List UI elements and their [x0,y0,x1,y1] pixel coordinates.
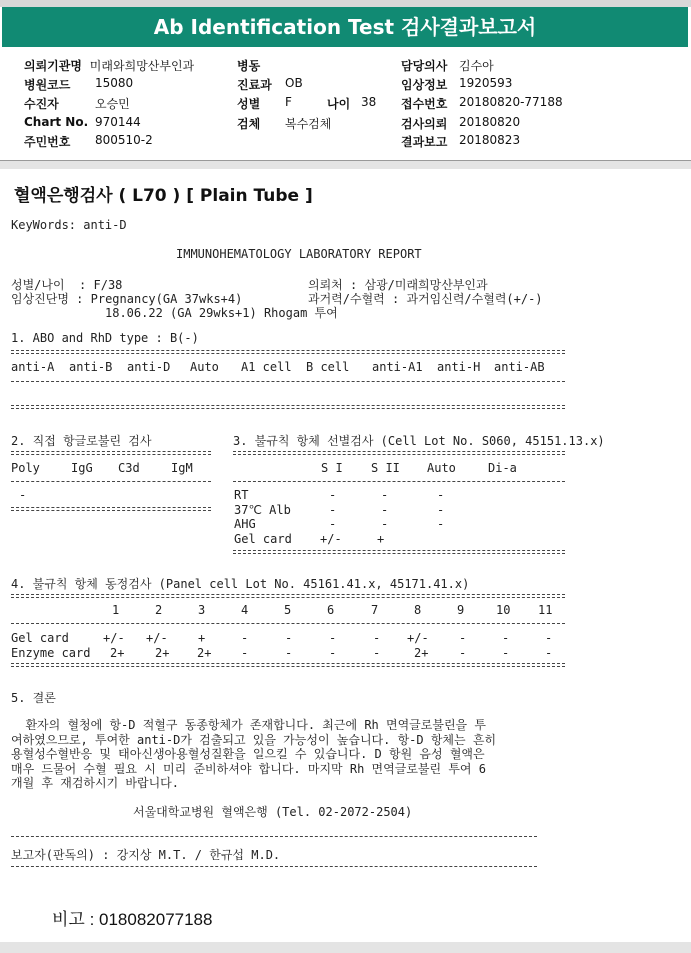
sec4-cell: - [329,631,337,645]
sec3-row-label: RT [234,488,249,502]
field-department [237,76,303,93]
sec4-cell: - [459,646,467,660]
sec3-col: Di-a [488,461,517,475]
field-value: 15080 [95,76,134,90]
sec3-bottom-rule [233,550,565,554]
sec1-mid-rule [11,381,565,382]
sec4-col: 10 [496,603,511,617]
sec3-cell: +/- [320,532,342,546]
sec4-col: 4 [241,603,249,617]
field-chart-no [24,115,141,129]
field-label: 주민번호 [24,135,71,149]
field-value: 미래와희망산부인과 [89,59,195,73]
sec3-cell: - [329,488,337,502]
sec4-cell: - [285,631,293,645]
window-top-border [0,0,691,7]
sec1-col: anti-B [69,360,113,374]
sec2-col: C3d [118,461,140,475]
field-label: 성별 [237,97,261,111]
field-value: 오승민 [95,97,130,111]
sec4-cell: - [459,631,467,645]
sec4-cell: +/- [407,631,429,645]
sec3-title: 3. 불규칙 항체 선별검사 (Cell Lot No. S060, 45151.13.x) [233,434,605,448]
sec3-row-label: AHG [234,517,256,531]
field-label: 임상정보 [401,78,448,92]
field-hospital-code [24,76,134,93]
sec4-mid-rule [11,623,565,624]
sec4-cell: - [502,646,510,660]
field-label: 접수번호 [401,97,448,111]
sec4-col: 11 [538,603,553,617]
sec4-col: 9 [457,603,465,617]
sec2-col: Poly [11,461,40,475]
diagnosis-detail: 18.06.22 (GA 29wks+1) Rhogam 투여 [105,306,338,320]
sec1-col: anti-A1 [372,360,423,374]
field-label: Chart No. [24,115,89,129]
field-label: 담당의사 [401,59,448,73]
keywords: KeyWords: anti-D [11,218,127,232]
sec4-cell: - [241,646,249,660]
field-specimen [237,115,332,132]
sec3-col: S I [321,461,343,475]
sec2-col: IgG [71,461,93,475]
field-value: 복수검체 [285,117,332,131]
conclusion-line: 여하였으므로, 투여한 anti-D가 검출되고 있을 가능성이 높습니다. 항-D 항체는 흔히 [11,733,497,747]
bottom-band [0,942,691,953]
remark: 비고 : 018082077188 [52,910,213,929]
sec1-bottom-rule [11,405,565,409]
sec4-col: 7 [371,603,379,617]
field-request-date [401,115,521,132]
field-institution [24,57,194,74]
test-subtitle: 혈액은행검사 ( L70 ) [ Plain Tube ] [14,186,313,206]
sec2-mid-rule [11,481,211,482]
field-label: 병동 [237,59,261,73]
field-value: F [285,95,292,109]
sec3-cell: - [381,503,389,517]
field-recipient [24,95,130,112]
sec3-row-label: Gel card [234,532,292,546]
field-ward [237,57,260,74]
sec3-cell: - [437,488,445,502]
section-gap [0,161,691,169]
sec4-cell: - [329,646,337,660]
field-doctor [401,57,494,74]
sec1-col: anti-D [127,360,171,374]
conclusion-line: 환자의 혈청에 항-D 적혈구 동종항체가 존재합니다. 최근에 Rh 면역글로불린을 투 [11,718,486,732]
referrer: 의뢰처 : 삼광/미래희망산부인과 [308,278,488,292]
signature-top-rule [11,836,537,837]
field-label: 검체 [237,117,261,131]
sec4-title: 4. 불규칙 항체 동정검사 (Panel cell Lot No. 45161.41.x, 45171.41.x) [11,577,470,591]
field-receipt-no [401,95,563,112]
field-value: 1920593 [459,76,513,90]
sec3-col: Auto [427,461,456,475]
sec1-col: A1 cell [241,360,292,374]
sec1-title: 1. ABO and RhD type : B(-) [11,331,199,345]
sec3-row-label: 37℃ Alb [234,503,291,517]
sec4-row-label: Gel card [11,631,69,645]
sec4-cell: 2+ [197,646,212,660]
field-sex [237,95,292,112]
sec4-cell: - [502,631,510,645]
sex-age: 성별/나이 : F/38 [11,278,123,292]
field-label: 검사의뢰 [401,117,448,131]
sec3-cell: - [329,517,337,531]
field-value: 김수아 [459,59,494,73]
report-title-bar: Ab Identification Test 검사결과보고서 [2,7,688,47]
field-value: 800510-2 [95,133,153,147]
field-value: 20180823 [459,133,521,147]
sec3-cell: - [381,488,389,502]
reporter: 보고자(판독의) : 강지상 M.T. / 한규섭 M.D. [11,848,281,862]
sec4-col: 8 [414,603,422,617]
field-label: 나이 [327,97,351,111]
sec4-cell: - [241,631,249,645]
field-label: 병원코드 [24,78,71,92]
sec2-top-rule [11,451,211,455]
sec4-cell: 2+ [155,646,170,660]
sec4-cell: - [285,646,293,660]
conclusion-line: 개월 후 재검하시기 바랍니다. [11,776,180,790]
field-age [327,95,377,112]
sec4-col: 2 [155,603,163,617]
field-label: 진료과 [237,78,272,92]
sec3-cell: - [381,517,389,531]
conclusion-line: 매우 드물어 수혈 필요 시 미리 준비하셔야 합니다. 마지막 Rh 면역글로불린 투여 6 [11,762,486,776]
sec2-bottom-rule [11,507,211,511]
field-value: 20180820-77188 [459,95,563,109]
sec4-cell: - [545,631,553,645]
field-value: 38 [361,95,377,109]
sec4-top-rule [11,594,565,598]
field-value: 20180820 [459,115,521,129]
field-value: OB [285,76,303,90]
sec4-col: 3 [198,603,206,617]
sec4-cell: +/- [103,631,125,645]
sec1-col: anti-AB [494,360,545,374]
conclusion-line: 용혈성수혈반응 및 태아신생아용혈성질환을 일으킬 수 있습니다. D 항원 음성 혈액은 [11,747,485,761]
field-report-date [401,133,521,150]
diagnosis: 임상진단명 : Pregnancy(GA 37wks+4) [11,292,243,306]
sec4-cell: - [373,646,381,660]
sec5-title: 5. 결론 [11,691,56,705]
sec4-cell: + [198,631,206,645]
sec1-top-rule [11,350,565,354]
sec2-col: IgM [171,461,193,475]
sec4-cell: +/- [146,631,168,645]
field-value: 970144 [95,115,141,129]
sec3-mid-rule [233,481,565,482]
sec4-col: 6 [327,603,335,617]
sec3-cell: - [329,503,337,517]
history: 과거력/수혈력 : 과거임신력/수혈력(+/-) [308,292,543,306]
lab-report-title: IMMUNOHEMATOLOGY LABORATORY REPORT [176,247,422,261]
sec1-col: anti-A [11,360,55,374]
field-label: 의뢰기관명 [24,59,82,73]
sec4-cell: - [545,646,553,660]
field-label: 결과보고 [401,135,448,149]
sec4-col: 1 [112,603,120,617]
sec3-cell: - [437,517,445,531]
sec2-title: 2. 직접 항글로불린 검사 [11,434,152,448]
field-resident-no [24,133,153,150]
sec2-value: - [19,488,27,502]
sec4-bottom-rule [11,663,565,667]
sec4-col: 5 [284,603,292,617]
sec3-top-rule [233,451,565,455]
sec4-cell: 2+ [110,646,125,660]
sec1-col: anti-H [437,360,481,374]
sec1-col: Auto [190,360,219,374]
signature-bottom-rule [11,866,537,867]
field-clinical-info [401,76,513,93]
sec1-col: B cell [306,360,350,374]
sec4-row-label: Enzyme card [11,646,91,660]
institution-line: 서울대학교병원 혈액은행 (Tel. 02-2072-2504) [133,805,413,819]
sec3-cell: - [437,503,445,517]
sec3-cell: + [377,532,385,546]
sec4-cell: - [373,631,381,645]
field-label: 수진자 [24,97,59,111]
sec3-col: S II [371,461,400,475]
sec4-cell: 2+ [414,646,429,660]
